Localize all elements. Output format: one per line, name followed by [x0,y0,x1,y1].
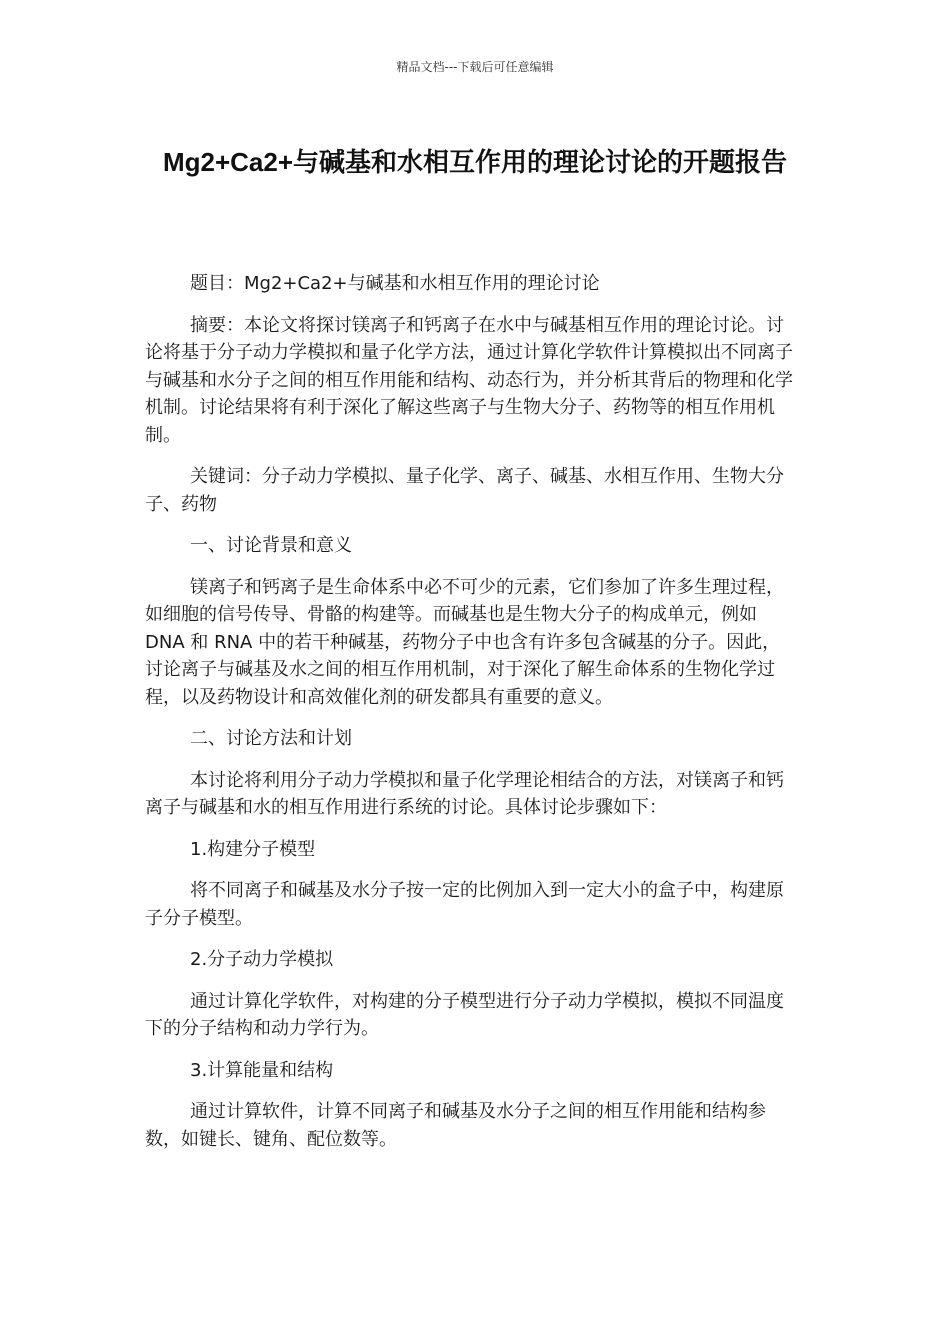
step-heading-3: 3.计算能量和结构 [190,1059,334,1081]
document-title: Mg2+Ca2+与碱基和水相互作用的理论讨论的开题报告 [162,147,788,177]
step-heading-1: 1.构建分子模型 [190,838,316,860]
step-paragraph-2: 通过计算化学软件，对构建的分子模型进行分子动力学模拟，模拟不同温度下的分子结构和动力学行为。 [145,990,784,1039]
keywords-paragraph: 关键词：分子动力学模拟、量子化学、离子、碱基、水相互作用、生物大分子、药物 [145,466,784,515]
step-heading-2: 2.分子动力学模拟 [190,949,334,970]
section-heading-background: 一、讨论背景和意义 [190,535,352,556]
step-paragraph-1: 将不同离子和碱基及水分子按一定的比例加入到一定大小的盒子中，构建原子分子模型。 [145,880,784,929]
background-paragraph: 镁离子和钙离子是生命体系中必不可少的元素，它们参加了许多生理过程，如细胞的信号传导、骨骼的构建等。而碱基也是生物大分子的构成单元，例如 DNA 和 RNA 中的若干种碱基，药物分子中也含有许多包含碱基的分子。因此，讨论离子与碱基及水之间的相互作用机制，对于深化了解生命体系的生物化学过程，以及药物设计和高效催化剂的研发都具有重要的意义。 [145,576,784,708]
topic-paragraph: 题目：Mg2+Ca2+与碱基和水相互作用的理论讨论 [190,273,600,294]
abstract-paragraph: 摘要：本论文将探讨镁离子和钙离子在水中与碱基相互作用的理论讨论。讨论将基于分子动力学模拟和量子化学方法，通过计算化学软件计算模拟出不同离子与碱基和水分子之间的相互作用能和结构、动态行为，并分析其背后的物理和化学机制。讨论结果将有利于深化了解这些离子与生物大分子、药物等的相互作用机制。 [145,314,793,446]
section-heading-methods: 二、讨论方法和计划 [190,728,352,749]
methods-paragraph: 本讨论将利用分子动力学模拟和量子化学理论相结合的方法，对镁离子和钙离子与碱基和水的相互作用进行系统的讨论。具体讨论步骤如下： [145,769,784,818]
document-body [145,270,797,1167]
page-header: 精品文档---下载后可任意编辑 [396,60,554,74]
step-paragraph-3: 通过计算软件，计算不同离子和碱基及水分子之间的相互作用能和结构参数，如键长、键角、配位数等。 [145,1101,766,1150]
